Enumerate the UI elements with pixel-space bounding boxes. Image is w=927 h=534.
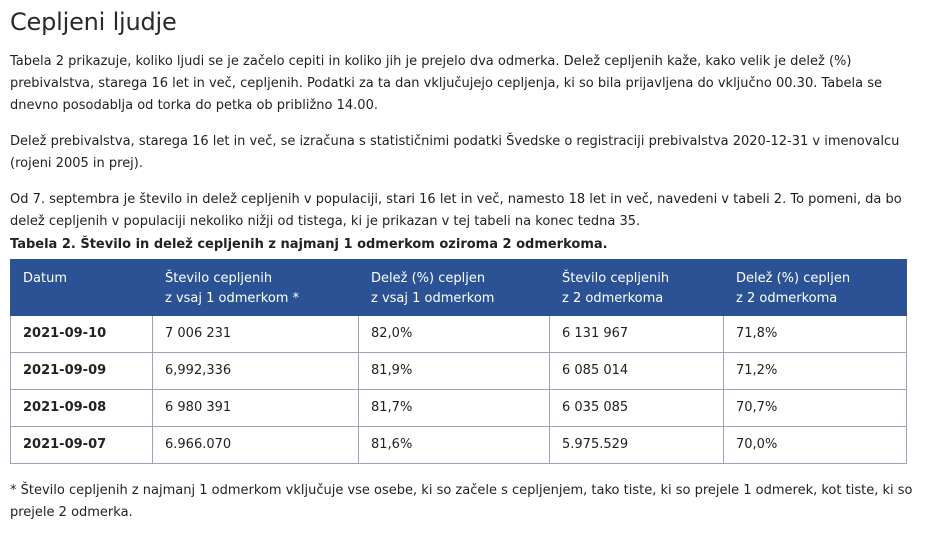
cell-date: 2021-09-09 <box>11 353 153 390</box>
table-row <box>11 353 907 390</box>
cell-date: 2021-09-07 <box>11 427 153 464</box>
cell-count-dose2: 6 131 967 <box>550 316 724 353</box>
cell-share-dose1: 81,9% <box>359 353 550 390</box>
table-row <box>11 427 907 464</box>
header-count-dose2: Število cepljenih z 2 odmerkoma <box>550 260 724 316</box>
cell-share-dose1: 81,6% <box>359 427 550 464</box>
cell-date: 2021-09-10 <box>11 316 153 353</box>
cell-count-dose2: 6 085 014 <box>550 353 724 390</box>
age-change-paragraph: Od 7. septembra je število in delež cepljenih v populaciji, stari 16 let in več, namesto 18 let in več, navedeni v tabeli 2. To pomeni, da bo delež cepljenih v populaciji nekoliko nižji od tistega, ki je prikazan v tej tabeli na konec tedna 35. <box>10 192 902 229</box>
table-header-row <box>11 260 907 316</box>
cell-share-dose2: 71,2% <box>724 353 907 390</box>
table-caption: Tabela 2. Število in delež cepljenih z najmanj 1 odmerkom oziroma 2 odmerkoma. <box>10 237 608 252</box>
cell-count-dose1: 6.966.070 <box>153 427 359 464</box>
vaccination-table <box>10 259 907 464</box>
cell-count-dose1: 7 006 231 <box>153 316 359 353</box>
intro-paragraph: Tabela 2 prikazuje, koliko ljudi se je začelo cepiti in koliko jih je prejelo dva odmerka. Delež cepljenih kaže, kako velik je delež (%) prebivalstva, starega 16 let in več, cepljenih. Podatki za ta dan vključujejo cepljenja, ki so bila prijavljena do vključno 00.30. Tabela se dnevno posodablja od torka do petka ob približno 14.00. <box>10 54 882 113</box>
table-row <box>11 390 907 427</box>
population-paragraph: Delež prebivalstva, starega 16 let in več, se izračuna s statističnimi podatki Švedske o registraciji prebivalstva 2020-12-31 v imenovalcu (rojeni 2005 in prej). <box>10 134 900 171</box>
cell-count-dose1: 6 980 391 <box>153 390 359 427</box>
table-row <box>11 316 907 353</box>
header-share-dose1: Delež (%) cepljen z vsaj 1 odmerkom <box>359 260 550 316</box>
cell-share-dose2: 71,8% <box>724 316 907 353</box>
header-share-dose2: Delež (%) cepljen z 2 odmerkoma <box>724 260 907 316</box>
header-count-dose1: Število cepljenih z vsaj 1 odmerkom * <box>153 260 359 316</box>
cell-share-dose2: 70,0% <box>724 427 907 464</box>
table-footnote: * Število cepljenih z najmanj 1 odmerkom vključuje vse osebe, ki so začele s cepljenjem, tako tiste, ki so prejele 1 odmerek, kot tiste, ki so prejele 2 odmerka. <box>10 483 913 520</box>
cell-share-dose2: 70,7% <box>724 390 907 427</box>
cell-count-dose1: 6,992,336 <box>153 353 359 390</box>
header-date: Datum <box>11 260 153 316</box>
cell-share-dose1: 82,0% <box>359 316 550 353</box>
cell-count-dose2: 6 035 085 <box>550 390 724 427</box>
page-title: Cepljeni ljudje <box>10 8 177 36</box>
cell-date: 2021-09-08 <box>11 390 153 427</box>
cell-count-dose2: 5.975.529 <box>550 427 724 464</box>
cell-share-dose1: 81,7% <box>359 390 550 427</box>
